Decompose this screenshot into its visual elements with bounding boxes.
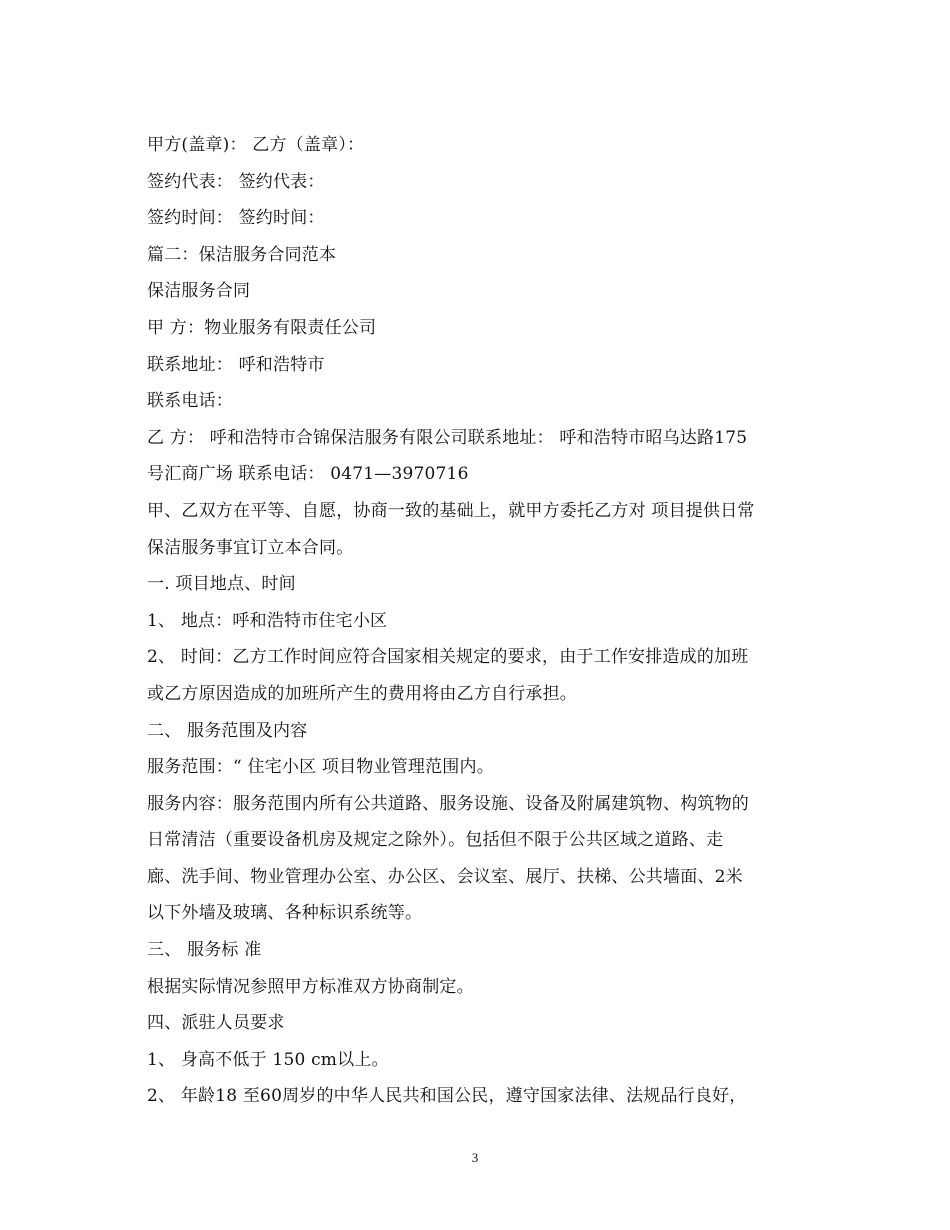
section-heading: 二、 服务范围及内容 (147, 720, 308, 741)
text-line: 服务内容：服务范围内所有公共道路、服务设施、设备及附属建筑物、构筑物的 (147, 793, 749, 814)
text-line: 服务范围：“ 住宅小区 项目物业管理范围内。 (147, 757, 494, 778)
text-line: 乙 方： 呼和浩特市合锦保洁服务有限公司联系地址： 呼和浩特市昭乌达路175 (147, 427, 748, 448)
text-line: 号汇商广场 联系电话： 0471—3970716 (147, 464, 469, 485)
section-heading: 篇二：保洁服务合同范本 (147, 244, 337, 265)
text-line: 2、 时间：乙方工作时间应符合国家相关规定的要求，由于工作安排造成的加班 (147, 647, 749, 668)
text-line: 签约时间： 签约时间： (147, 208, 325, 229)
text-line: 联系地址： 呼和浩特市 (147, 354, 325, 375)
section-heading: 四、派驻人员要求 (147, 1013, 285, 1034)
text-line: 保洁服务事宜订立本合同。 (147, 537, 354, 558)
text-line: 日常清洁（重要设备机房及规定之除外）。包括但不限于公共区域之道路、走 (147, 830, 724, 851)
section-heading: 三、 服务标 准 (147, 940, 262, 961)
text-line: 根据实际情况参照甲方标准双方协商制定。 (147, 976, 474, 997)
page-number: 3 (471, 1150, 479, 1165)
text-line: 甲、乙双方在平等、自愿，协商一致的基础上，就甲方委托乙方对 项目提供日常 (147, 500, 755, 521)
text-line: 1、 身高不低于 150 cm以上。 (147, 1049, 389, 1070)
text-line: 廊、洗手间、物业管理办公室、办公区、会议室、展厅、扶梯、公共墙面、2米 (147, 866, 743, 887)
text-line: 或乙方原因造成的加班所产生的费用将由乙方自行承担。 (147, 683, 577, 704)
text-line: 甲 方：物业服务有限责任公司 (147, 317, 377, 338)
text-line: 联系电话： (147, 391, 233, 412)
text-line: 签约代表： 签约代表： (147, 171, 325, 192)
text-line: 甲方(盖章)： 乙方（盖章）： (147, 135, 365, 155)
text-line: 2、 年龄18 至60周岁的中华人民共和国公民，遵守国家法律、法规品行良好， (147, 1086, 747, 1107)
section-heading: 一. 项目地点、时间 (147, 574, 296, 595)
document-title: 保洁服务合同 (147, 281, 251, 302)
document-body (147, 127, 817, 1115)
text-line: 以下外墙及玻璃、各种标识系统等。 (147, 903, 423, 924)
text-line: 1、 地点：呼和浩特市住宅小区 (147, 610, 388, 631)
